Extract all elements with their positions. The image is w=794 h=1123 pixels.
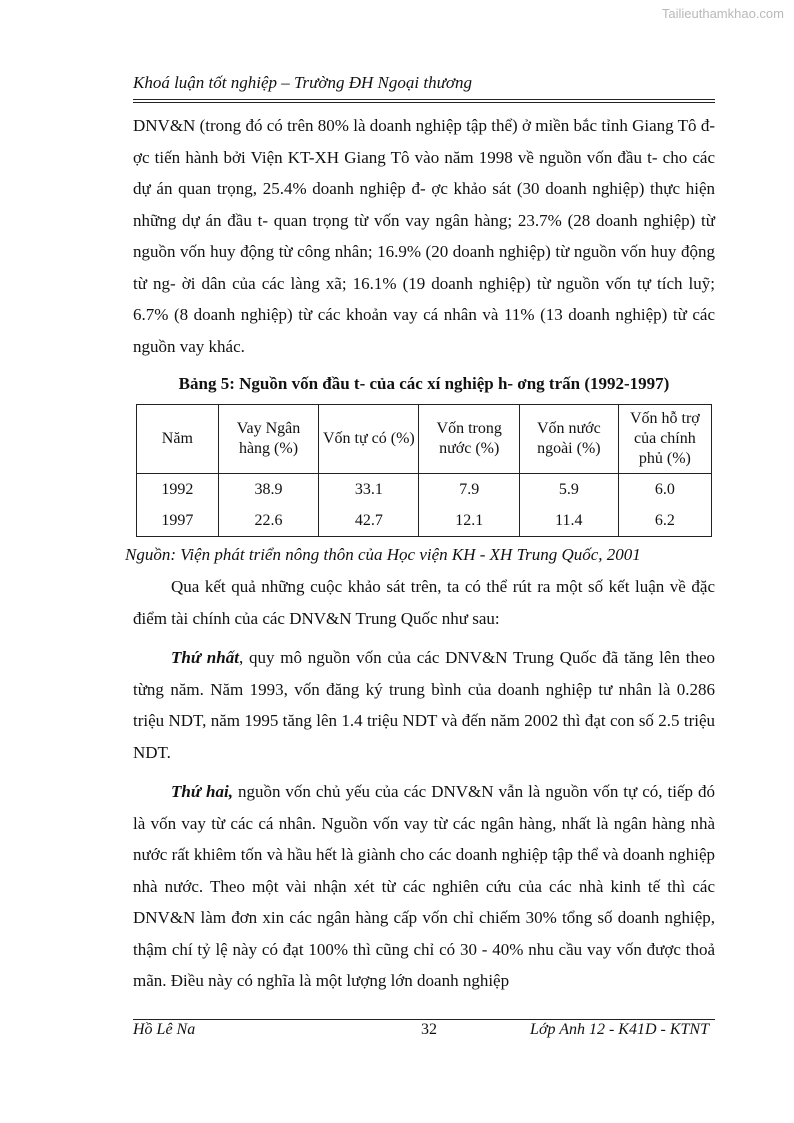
table-cell: 1992 [137,474,219,506]
table-cell: 42.7 [319,505,419,537]
paragraph-second [133,776,715,997]
page-header: Khoá luận tốt nghiệp – Trường ĐH Ngoại thương [133,73,472,92]
paragraph-intro: DNV&N (trong đó có trên 80% là doanh nghiệp tập thể) ở miền bắc tỉnh Giang Tô đ- ợc tiến hành bởi Viện KT-XH Giang Tô vào năm 1998 về nguồn vốn đầu t- cho các dự án quan trọng, 25.4% doanh nghiệp đ- ợc khảo sát (30 doanh nghiệp) thực hiện những dự án đầu t- quan trọng từ vốn vay ngân hàng; 23.7% (28 doanh nghiệp) từ nguồn vốn huy động từ công nhân; 16.9% (20 doanh nghiệp) từ nguồn vốn huy động từ ng- ời dân của các làng xã; 16.1% (19 doanh nghiệp) từ nguồn vốn tự tích luỹ; 6.7% (8 doanh nghiệp) từ các khoản vay cá nhân và 11% (13 doanh nghiệp) từ các nguồn vay khác. [133,116,715,356]
footer-author: Hồ Lê Na [133,1021,196,1038]
footer-class: Lớp Anh 12 - K41D - KTNT [530,1021,709,1038]
table-cell: 6.2 [618,505,711,537]
table-cell: 7.9 [419,474,520,506]
table-cell: 1997 [137,505,219,537]
table-source: Nguồn: Viện phát triển nông thôn của Học viện KH - XH Trung Quốc, 2001 [125,545,641,564]
page-number: 32 [421,1021,437,1038]
watermark: Tailieuthamkhao.com [661,6,784,21]
footer-rule [133,1019,715,1020]
funding-table [136,404,712,537]
table-cell: 5.9 [519,474,618,506]
table-cell: 12.1 [419,505,520,537]
header-cell-government: Vốn hỗ trợ của chính phủ (%) [618,405,711,474]
table-cell: 6.0 [618,474,711,506]
table-header-row [137,405,712,474]
table-row [137,474,712,506]
paragraph-second-lead: Thứ hai, [171,782,233,801]
table-cell: 33.1 [319,474,419,506]
paragraph-first-text: , quy mô nguồn vốn của các DNV&N Trung Quốc đã tăng lên theo từng năm. Năm 1993, vốn đăng ký trung bình của doanh nghiệp tư nhân là 0.286 triệu NDT, năm 1995 tăng lên 1.4 triệu NDT và đến năm 2002 thì đạt con số 2.5 triệu NDT. [133,648,715,762]
table-row [137,505,712,537]
page-content [125,110,716,997]
paragraph-conclusion: Qua kết quả những cuộc khảo sát trên, ta có thể rút ra một số kết luận về đặc điểm tài chính của các DNV&N Trung Quốc như sau: [133,577,715,628]
table-cell: 38.9 [218,474,319,506]
paragraph-second-text: nguồn vốn chủ yếu của các DNV&N vẫn là nguồn vốn tự có, tiếp đó là vốn vay từ các cá nhân. Nguồn vốn vay từ các ngân hàng, nhất là ngân hàng nhà nước rất khiêm tốn và hầu hết là giành cho các doanh nghiệp tập thể và doanh nghiệp nhà nước. Theo một vài nhận xét từ các nghiên cứu của các nhà kinh tế thì các DNV&N làm đơn xin các ngân hàng cấp vốn chỉ chiếm 30% tổng số doanh nghiệp, thậm chí tỷ lệ này có đạt 100% thì cũng chỉ có 30 - 40% nhu cầu vay vốn được thoả mãn. Điều này có nghĩa là một lượng lớn doanh nghiệp [133,782,716,990]
header-cell-year: Năm [137,405,219,474]
header-cell-foreign: Vốn nước ngoài (%) [519,405,618,474]
header-cell-own-capital: Vốn tự có (%) [319,405,419,474]
header-cell-domestic: Vốn trong nước (%) [419,405,520,474]
header-cell-bank-loan: Vay Ngân hàng (%) [218,405,319,474]
table-caption: Bảng 5: Nguồn vốn đầu t- của các xí nghiệp h- ơng trấn (1992-1997) [178,374,670,393]
page-footer [133,1021,715,1043]
table-cell: 22.6 [218,505,319,537]
header-rule [133,99,715,100]
paragraph-first [133,642,715,768]
table-cell: 11.4 [519,505,618,537]
paragraph-first-lead: Thứ nhất [171,648,239,667]
